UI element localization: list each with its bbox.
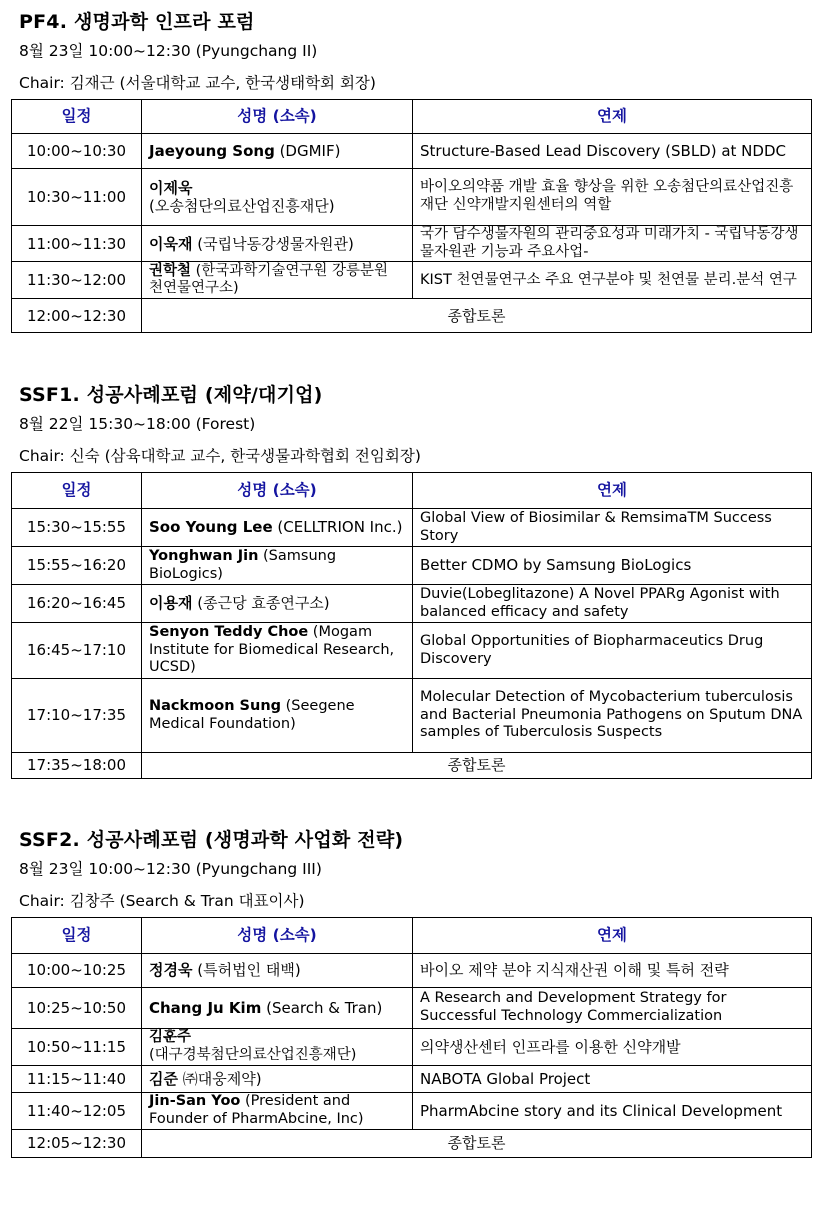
table-row [12, 679, 812, 753]
table-row [12, 623, 812, 679]
session-ssf1 [11, 382, 811, 779]
speaker-affiliation: (Mogam Institute for Biomedical Research, UCSD) [149, 623, 395, 676]
session-chair: Chair: 신숙 (삼육대학교 교수, 한국생물과학협회 전임회장) [19, 447, 421, 465]
header-topic: 연제 [413, 473, 812, 509]
row-speaker [142, 262, 413, 299]
table-header-row [12, 473, 812, 509]
closing-discussion: 종합토론 [142, 753, 812, 779]
speaker-affiliation: (Samsung BioLogics) [149, 547, 337, 582]
table-header-row [12, 100, 812, 134]
row-speaker [142, 134, 413, 169]
table-row [12, 954, 812, 988]
row-time: 10:30~11:00 [12, 169, 142, 226]
session-chair: Chair: 김창주 (Search & Tran 대표이사) [19, 892, 305, 910]
row-time: 15:30~15:55 [12, 509, 142, 547]
speaker-name: 이제욱 [149, 178, 193, 197]
header-speaker: 성명 (소속) [142, 100, 413, 134]
row-speaker [142, 1093, 413, 1130]
speaker-name: Chang Ju Kim [149, 998, 262, 1017]
row-speaker [142, 585, 413, 623]
header-topic: 연제 [413, 100, 812, 134]
speaker-name: 김훈주 [149, 1029, 192, 1046]
row-topic: KIST 천연물연구소 주요 연구분야 및 천연물 분리.분석 연구 [413, 262, 812, 299]
row-topic: Global Opportunities of Biopharmaceutics Drug Discovery [413, 623, 812, 679]
speaker-affiliation: (Seegene Medical Foundation) [149, 697, 355, 732]
row-speaker [142, 509, 413, 547]
session-title: SSF2. 성공사례포럼 (생명과학 사업화 전략) [19, 829, 404, 851]
row-topic: Structure-Based Lead Discovery (SBLD) at NDDC [413, 134, 812, 169]
closing-discussion: 종합토론 [142, 1130, 812, 1158]
row-time: 15:55~16:20 [12, 547, 142, 585]
speaker-name: Jaeyoung Song [149, 141, 275, 160]
header-time: 일정 [12, 473, 142, 509]
table-row [12, 262, 812, 299]
row-topic: Molecular Detection of Mycobacterium tuberculosis and Bacterial Pneumonia Pathogens on Sputum DNA samples of Tuberculosis Suspects [413, 679, 812, 753]
speaker-affiliation: (DGMIF) [274, 141, 341, 160]
table-header-row [12, 918, 812, 954]
row-speaker [142, 169, 413, 226]
schedule-table [11, 472, 812, 779]
speaker-affiliation: (국립낙동강생물자원관) [192, 234, 354, 253]
speaker-name: 정경욱 [149, 961, 193, 980]
session-datetime: 8월 22일 15:30~18:00 (Forest) [19, 415, 256, 433]
speaker-affiliation: (종근당 효종연구소) [192, 594, 330, 613]
row-topic: A Research and Development Strategy for Successful Technology Commercialization [413, 988, 812, 1029]
session-pf4 [11, 9, 811, 333]
row-time: 17:35~18:00 [12, 753, 142, 779]
speaker-affiliation: (특허법인 태백) [192, 961, 301, 980]
row-speaker [142, 226, 413, 262]
table-row [12, 226, 812, 262]
schedule-table [11, 99, 812, 333]
table-row [12, 547, 812, 585]
header-speaker: 성명 (소속) [142, 918, 413, 954]
row-speaker [142, 1029, 413, 1066]
row-time: 17:10~17:35 [12, 679, 142, 753]
row-time: 12:00~12:30 [12, 299, 142, 333]
row-topic: 바이오의약품 개발 효율 향상을 위한 오송첨단의료산업진흥재단 신약개발지원센터의 역할 [413, 169, 812, 226]
speaker-name: Senyon Teddy Choe [149, 623, 309, 640]
header-time: 일정 [12, 918, 142, 954]
row-speaker [142, 547, 413, 585]
table-row-closing [12, 1130, 812, 1158]
row-time: 11:15~11:40 [12, 1066, 142, 1093]
session-chair: Chair: 김재근 (서울대학교 교수, 한국생태학회 회장) [19, 74, 376, 92]
session-ssf2 [11, 827, 811, 1158]
row-time: 10:50~11:15 [12, 1029, 142, 1066]
closing-discussion: 종합토론 [142, 299, 812, 333]
row-time: 10:25~10:50 [12, 988, 142, 1029]
speaker-name: Nackmoon Sung [149, 697, 282, 714]
session-datetime: 8월 23일 10:00~12:30 (Pyungchang II) [19, 42, 318, 60]
speaker-affiliation: (CELLTRION Inc.) [272, 518, 403, 537]
speaker-name: Soo Young Lee [149, 518, 273, 537]
row-speaker [142, 954, 413, 988]
table-row [12, 1029, 812, 1066]
session-title: SSF1. 성공사례포럼 (제약/대기업) [19, 384, 323, 406]
header-speaker: 성명 (소속) [142, 473, 413, 509]
row-time: 10:00~10:30 [12, 134, 142, 169]
row-time: 11:00~11:30 [12, 226, 142, 262]
row-topic: NABOTA Global Project [413, 1066, 812, 1093]
session-title: PF4. 생명과학 인프라 포럼 [19, 11, 255, 33]
row-topic: Global View of Biosimilar & RemsimaTM Success Story [413, 509, 812, 547]
row-time: 10:00~10:25 [12, 954, 142, 988]
speaker-affiliation: (대구경북첨단의료산업진흥재단) [149, 1047, 357, 1063]
table-row [12, 169, 812, 226]
row-speaker [142, 623, 413, 679]
table-row [12, 1066, 812, 1093]
table-row-closing [12, 753, 812, 779]
table-row [12, 1093, 812, 1130]
row-time: 12:05~12:30 [12, 1130, 142, 1158]
row-time: 11:40~12:05 [12, 1093, 142, 1130]
row-topic: Duvie(Lobeglitazone) A Novel PPARg Agonist with balanced efficacy and safety [413, 585, 812, 623]
speaker-name: 권학철 [149, 262, 192, 279]
speaker-affiliation: (President and Founder of PharmAbcine, Inc) [149, 1093, 364, 1127]
row-topic: Better CDMO by Samsung BioLogics [413, 547, 812, 585]
speaker-name: Yonghwan Jin [149, 547, 259, 564]
speaker-name: 이용재 [149, 594, 193, 613]
row-topic: 의약생산센터 인프라를 이용한 신약개발 [413, 1029, 812, 1066]
speaker-name: 김준 [149, 1069, 178, 1088]
row-time: 16:20~16:45 [12, 585, 142, 623]
table-row [12, 134, 812, 169]
table-row [12, 585, 812, 623]
speaker-affiliation: ㈜대웅제약) [177, 1069, 262, 1088]
table-row [12, 509, 812, 547]
row-speaker [142, 1066, 413, 1093]
session-datetime: 8월 23일 10:00~12:30 (Pyungchang III) [19, 860, 322, 878]
header-topic: 연제 [413, 918, 812, 954]
speaker-affiliation: (한국과학기술연구원 강릉분원 천연물연구소) [149, 262, 388, 297]
row-speaker [142, 679, 413, 753]
speaker-affiliation: (Search & Tran) [261, 998, 383, 1017]
row-topic: 국가 담수생물자원의 관리중요성과 미래가치 - 국립낙동강생물자원관 기능과 주요사업- [413, 226, 812, 262]
schedule-table [11, 917, 812, 1158]
table-row-closing [12, 299, 812, 333]
table-row [12, 988, 812, 1029]
row-speaker [142, 988, 413, 1029]
row-time: 11:30~12:00 [12, 262, 142, 299]
row-time: 16:45~17:10 [12, 623, 142, 679]
row-topic: PharmAbcine story and its Clinical Development [413, 1093, 812, 1130]
speaker-name: 이욱재 [149, 234, 193, 253]
row-topic: 바이오 제약 분야 지식재산권 이해 및 특허 전략 [413, 954, 812, 988]
header-time: 일정 [12, 100, 142, 134]
speaker-name: Jin-San Yoo [149, 1093, 241, 1110]
speaker-affiliation: (오송첨단의료산업진흥재단) [149, 197, 335, 215]
